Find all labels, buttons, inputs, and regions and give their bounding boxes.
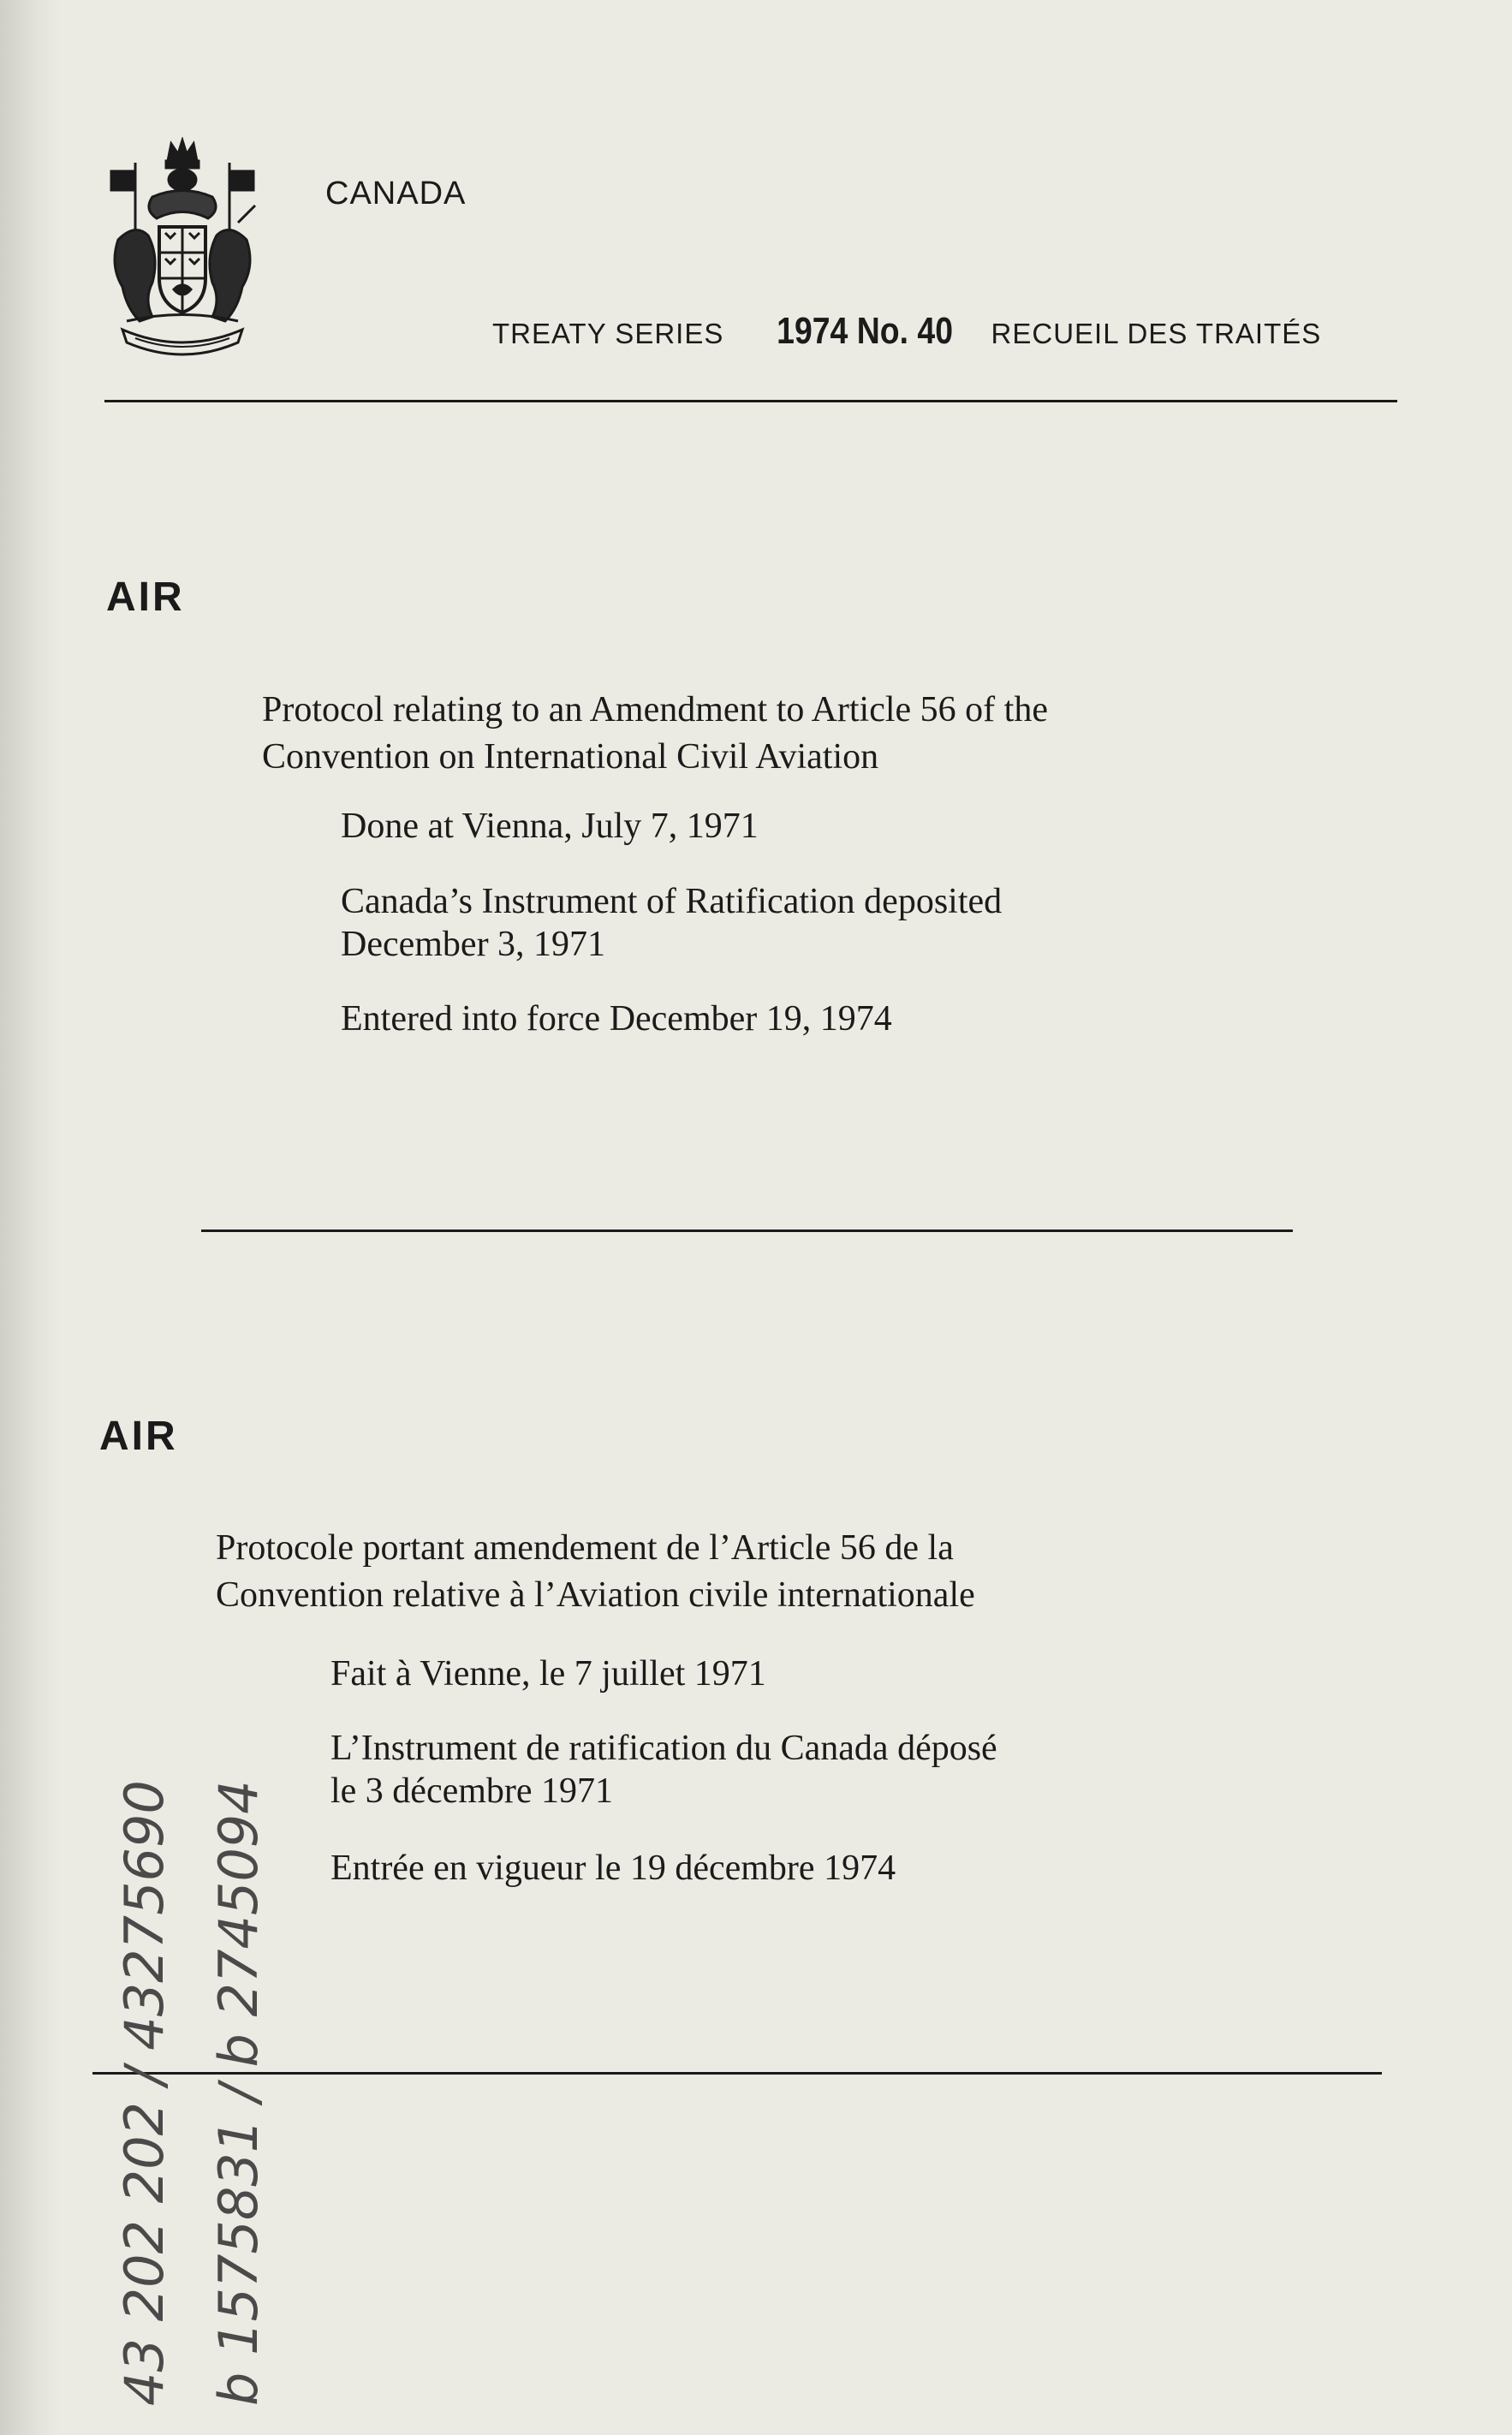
done-at-en: Done at Vienna, July 7, 1971 — [341, 807, 759, 846]
series-number: 1974 No. 40 — [777, 310, 954, 352]
treaty-title-en-line1: Protocol relating to an Amendment to Article 56 of the — [262, 690, 1048, 729]
ratification-en — [341, 880, 1283, 966]
treaty-title-en — [262, 687, 1375, 781]
canada-coat-of-arms-icon — [101, 137, 264, 368]
ratification-fr-line2: le 3 décembre 1971 — [330, 1771, 614, 1811]
treaty-title-fr-line1: Protocole portant amendement de l’Article 56 de la — [216, 1528, 954, 1568]
handwriting-line-1: 43 202 202 / 43275690 — [113, 1780, 176, 2406]
series-label-en: TREATY SERIES — [492, 318, 724, 349]
treaty-title-fr — [216, 1525, 1346, 1619]
page-binding-edge — [0, 0, 60, 2435]
ratification-en-line1: Canada’s Instrument of Ratification deposited — [341, 882, 1003, 921]
handwriting-line-2: b 1575831 / b 2745094 — [207, 1780, 270, 2406]
treaty-title-en-line2: Convention on International Civil Aviation — [262, 737, 879, 777]
treaty-title-fr-line2: Convention relative à l’Aviation civile internationale — [216, 1575, 975, 1615]
header-country: CANADA — [325, 176, 467, 211]
subject-heading-fr: AIR — [99, 1414, 178, 1459]
header-divider — [104, 400, 1397, 402]
in-force-fr: Entrée en vigueur le 19 décembre 1974 — [330, 1849, 896, 1888]
ratification-en-line2: December 3, 1971 — [341, 925, 606, 964]
ratification-fr — [330, 1727, 1315, 1813]
ratification-fr-line1: L’Instrument de ratification du Canada déposé — [330, 1729, 997, 1768]
section-divider — [201, 1229, 1293, 1232]
done-at-fr: Fait à Vienne, le 7 juillet 1971 — [330, 1654, 766, 1694]
series-label-fr: RECUEIL DES TRAITÉS — [991, 318, 1322, 349]
in-force-en: Entered into force December 19, 1974 — [341, 999, 892, 1039]
handwritten-catalogue-numbers — [81, 1652, 295, 2414]
treaty-series-line — [492, 310, 1321, 353]
subject-heading-en: AIR — [106, 575, 185, 620]
